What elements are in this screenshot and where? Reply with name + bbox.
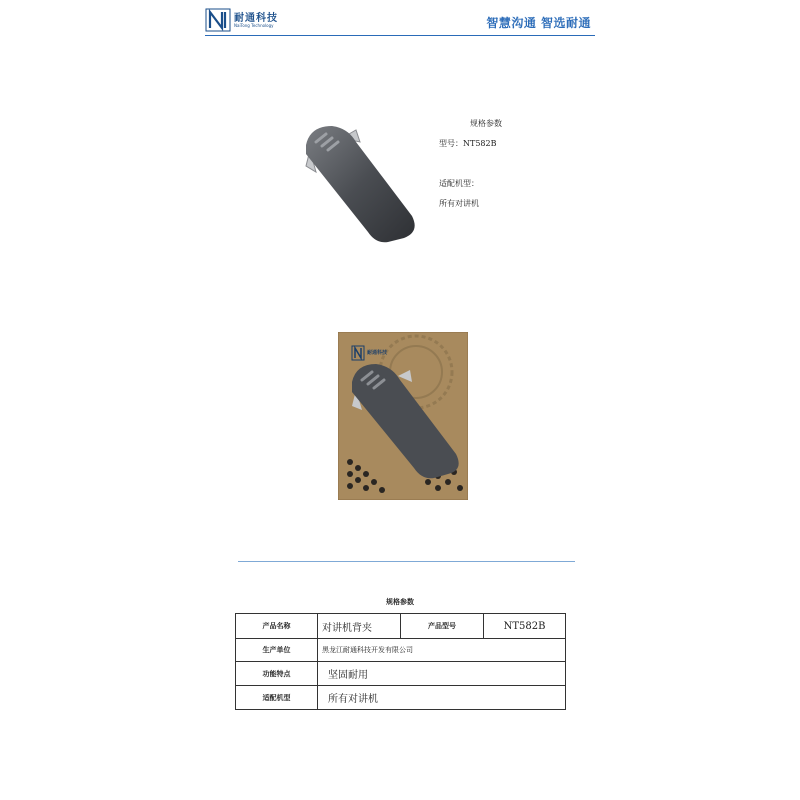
table-row xyxy=(236,614,566,639)
box-logo-text: 耐通科技 xyxy=(367,350,388,356)
section-divider xyxy=(238,561,575,562)
table-cell-label: 生产单位 xyxy=(236,639,318,662)
page-header xyxy=(205,6,595,36)
table-cell-value: NT582B xyxy=(484,614,566,639)
slogan: 智慧沟通 智选耐通 xyxy=(486,16,591,30)
packaging-box-image xyxy=(338,332,468,500)
spec-compat-label: 适配机型： xyxy=(439,179,479,188)
company-logo-icon xyxy=(205,8,231,32)
spec-heading: 规格参数 xyxy=(470,119,502,128)
table-cell-label: 功能特点 xyxy=(236,662,318,686)
header-divider xyxy=(205,35,595,36)
table-row xyxy=(236,686,566,710)
table-row xyxy=(236,662,566,686)
spec-compat-value: 所有对讲机 xyxy=(439,199,479,208)
table-cell-label: 适配机型 xyxy=(236,686,318,710)
logo-name-en: NaiTong Technology xyxy=(234,23,274,28)
table-title: 规格参数 xyxy=(386,598,414,606)
table-cell-value: 所有对讲机 xyxy=(318,686,566,710)
table-cell-value: 黑龙江耐通科技开发有限公司 xyxy=(318,639,566,662)
table-cell-value: 坚固耐用 xyxy=(318,662,566,686)
table-cell-label: 产品型号 xyxy=(401,614,484,639)
logo-name-cn: 耐通科技 xyxy=(234,13,278,24)
table-row xyxy=(236,639,566,662)
table-cell-value: 对讲机背夹 xyxy=(318,614,401,639)
table-cell-label: 产品名称 xyxy=(236,614,318,639)
spec-table xyxy=(235,613,566,710)
spec-model: 型号：NT582B xyxy=(439,139,497,148)
belt-clip-image xyxy=(292,120,422,250)
